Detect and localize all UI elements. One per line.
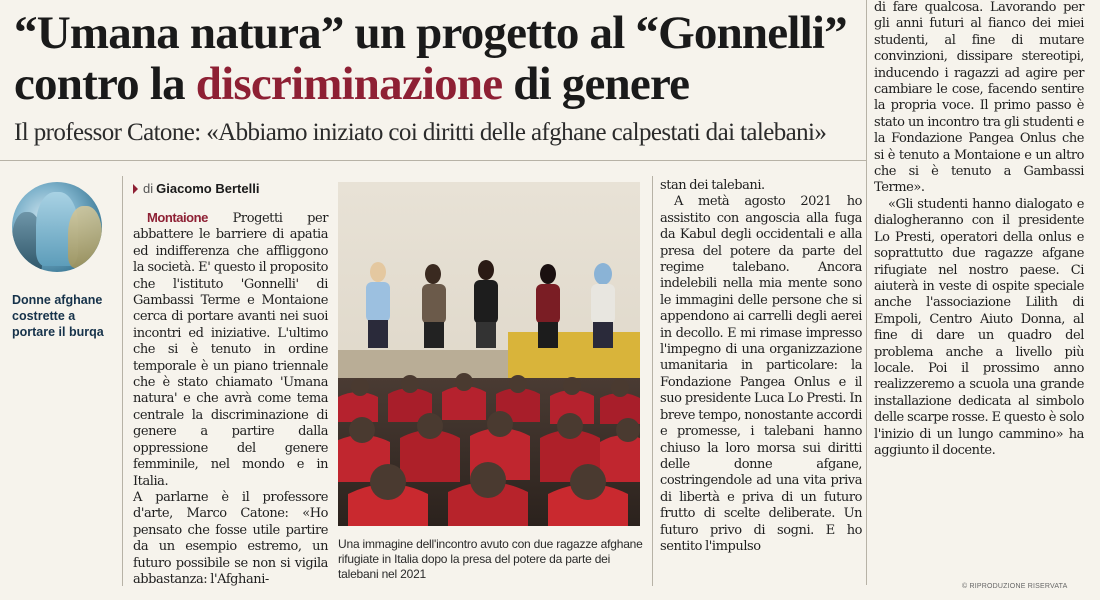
- article-column-1: [133, 210, 328, 588]
- header-rule: [0, 160, 866, 161]
- article-paragraph: A parlarne è il professore d'arte, Marco Catone: «Ho pensato che fosse utile partire da un esempio estremo, un futuro possibile se non si vigila abbastanza: l'Afghani-: [133, 489, 328, 587]
- headline: [14, 8, 874, 110]
- conference-photo: [338, 182, 640, 526]
- article-paragraph: di fare qualcosa. Lavorando per gli anni futuri al fianco dei miei studenti, al fine di mutare convinzioni, dissipare stereotipi, inducendo i ragazzi ad agire per cambiare le cose, facendo sentire la propria voce. Il primo passo è stato un incontro tra gli studenti e la Fondazione Pangea Onlus che si è tenuto a Montaione e un altro che si è tenuto a Gambassi Terme».: [874, 0, 1084, 196]
- burqa-photo-thumbnail: [12, 182, 102, 272]
- column-rule-right: [866, 0, 867, 585]
- sidebar-rule: [122, 176, 123, 586]
- article-column-2: [660, 178, 862, 555]
- photo-caption: Una immagine dell'incontro avuto con due ragazze afghane rifugiate in Italia dopo la presa del potere da parte dei talebani nel 2021: [338, 537, 643, 581]
- headline-line-2-after: di genere: [502, 58, 690, 110]
- burqa-figure-right: [68, 206, 102, 268]
- article-dateline: Montaione: [147, 210, 208, 225]
- article-paragraph: [133, 210, 328, 490]
- headline-line-2-before: contro la: [14, 58, 196, 110]
- copyright-notice: © RIPRODUZIONE RISERVATA: [962, 583, 1068, 590]
- article-text: Progetti per abbattere le barriere di apatia ed indifferenza che affliggono la società. E' questo il proposito che l'istituto 'Gonnelli' di Gambassi Terme e Montaione cerca di portare avanti nei suoi incontri ed iniziative. L'ultimo che si è tenuto in ordine temporale è un piano triennale che è stato chiamato 'Umana natura' e che avrà come tema centrale la discriminazione di genere a partire dalla oppressione del genere femminile, nel mondo e in Italia.: [133, 211, 328, 489]
- headline-highlight: discriminazione: [195, 58, 503, 110]
- byline-prefix: di: [143, 181, 154, 196]
- byline: [133, 181, 259, 196]
- byline-author: Giacomo Bertelli: [156, 181, 260, 196]
- sidebar-caption: Donne afghane costrette a portare il burqa: [12, 293, 104, 339]
- article-column-3: [874, 0, 1084, 459]
- article-paragraph: A metà agosto 2021 ho assistito con angoscia alla fuga da Kabul degli occidentali e alla presa del potere da parte del regime talebano. Ancora indelebili nella mia mente sono le immagini delle persone che si appendono ai carrelli degli aerei in decollo. E mi rimase impresso l'impegno di una organizzazione umanitaria in particolare: la Fondazione Pangea Onlus e il suo presidente Luca Lo Presti. In breve tempo, nonostante accordi e promesse, i talebani hanno chiuso la loro morsa sui diritti delle donne afgane, costringendole ad una vita priva di libertà e priva di un futuro frutto di scelte deliberate. Un futuro privo di sogni. E ho sentito l'impulso: [660, 194, 862, 554]
- headline-line-1: “Umana natura” un progetto al “Gonnelli”: [14, 7, 847, 59]
- byline-marker-icon: [133, 184, 138, 194]
- subheadline: Il professor Catone: «Abbiamo iniziato coi diritti delle afghane calpestati dai talebani»: [14, 119, 827, 146]
- column-rule-mid: [652, 176, 653, 586]
- article-paragraph: stan dei talebani.: [660, 178, 765, 193]
- article-paragraph: «Gli studenti hanno dialogato e dialogheranno con il presidente Lo Presti, operatori della onlus e soprattutto due ragazze afgane rifugiate nel nostro paese. Ci aiuterà in veste di ospite speciale anche l'associazione Lilith di Empoli, Centro Aiuto Donna, al fine di dare un quadro del problema anche a livello più locale. Poi il prossimo anno realizzeremo a scuola una grande installazione dedicata al simbolo delle scarpe rosse. E questo è solo l'inizio di un lungo cammino» ha aggiunto il docente.: [874, 196, 1084, 458]
- conference-photo-illustration: [338, 182, 640, 526]
